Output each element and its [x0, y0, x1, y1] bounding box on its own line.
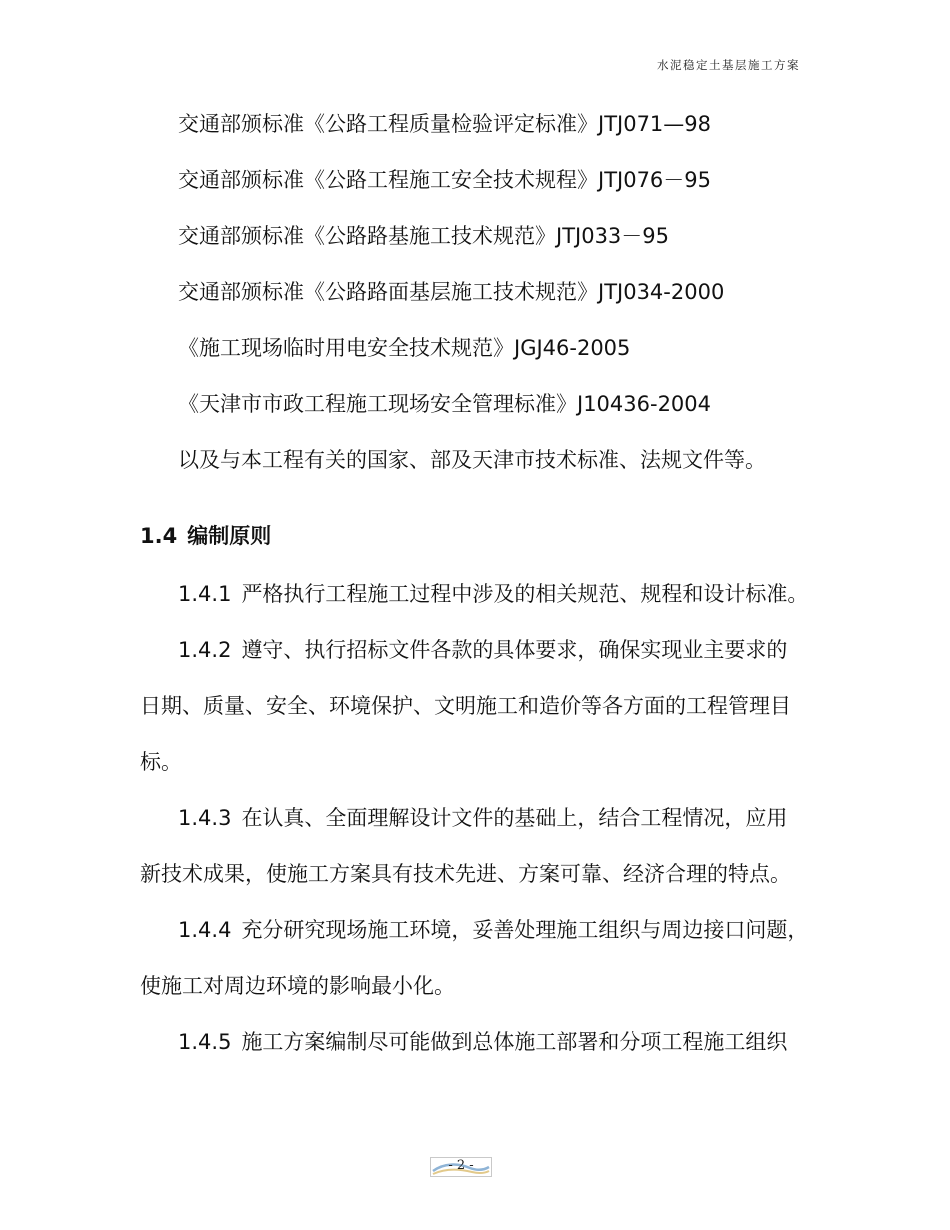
section-heading	[140, 522, 271, 550]
principle-text: 充分研究现场施工环境，妥善处理施工组织与周边接口问题，	[241, 918, 809, 942]
reference-item: 交通部颁标准《公路工程质量检验评定标准》JTJ071—98	[178, 112, 712, 136]
reference-item: 交通部颁标准《公路路面基层施工技术规范》JTJ034-2000	[178, 280, 725, 304]
page-number: - 2 -	[448, 1158, 474, 1173]
principle-number: 1.4.3	[178, 806, 232, 830]
reference-item: 《天津市市政工程施工现场安全管理标准》J10436-2004	[178, 392, 712, 416]
reference-item: 交通部颁标准《公路路基施工技术规范》JTJ033－95	[178, 224, 670, 248]
reference-item: 《施工现场临时用电安全技术规范》JGJ46-2005	[178, 336, 631, 360]
principle-item	[178, 636, 787, 664]
principle-text: 严格执行工程施工过程中涉及的相关规范、规程和设计标准。	[241, 582, 809, 606]
reference-item: 交通部颁标准《公路工程施工安全技术规程》JTJ076－95	[178, 168, 712, 192]
principle-text-continued: 使施工对周边环境的影响最小化。	[140, 974, 455, 998]
section-title: 编制原则	[187, 524, 272, 548]
principle-number: 1.4.4	[178, 918, 232, 942]
principle-number: 1.4.1	[178, 582, 232, 606]
principle-text: 遵守、执行招标文件各款的具体要求，确保实现业主要求的	[241, 638, 788, 662]
principle-text: 在认真、全面理解设计文件的基础上，结合工程情况，应用	[241, 806, 788, 830]
principle-text-continued: 新技术成果，使施工方案具有技术先进、方案可靠、经济合理的特点。	[140, 862, 791, 886]
principle-item	[178, 580, 808, 608]
principle-text: 施工方案编制尽可能做到总体施工部署和分项工程施工组织	[241, 1030, 788, 1054]
principle-item	[178, 1028, 787, 1056]
principle-text-continued: 标。	[140, 750, 182, 774]
section-number: 1.4	[140, 524, 178, 548]
page-footer	[430, 1157, 492, 1177]
running-header: 水泥稳定土基层施工方案	[657, 58, 800, 72]
principle-item	[178, 804, 787, 832]
principle-number: 1.4.2	[178, 638, 232, 662]
principle-text-continued: 日期、质量、安全、环境保护、文明施工和造价等各方面的工程管理目	[140, 694, 791, 718]
principle-item	[178, 916, 808, 944]
principle-number: 1.4.5	[178, 1030, 232, 1054]
reference-note: 以及与本工程有关的国家、部及天津市技术标准、法规文件等。	[178, 448, 766, 472]
